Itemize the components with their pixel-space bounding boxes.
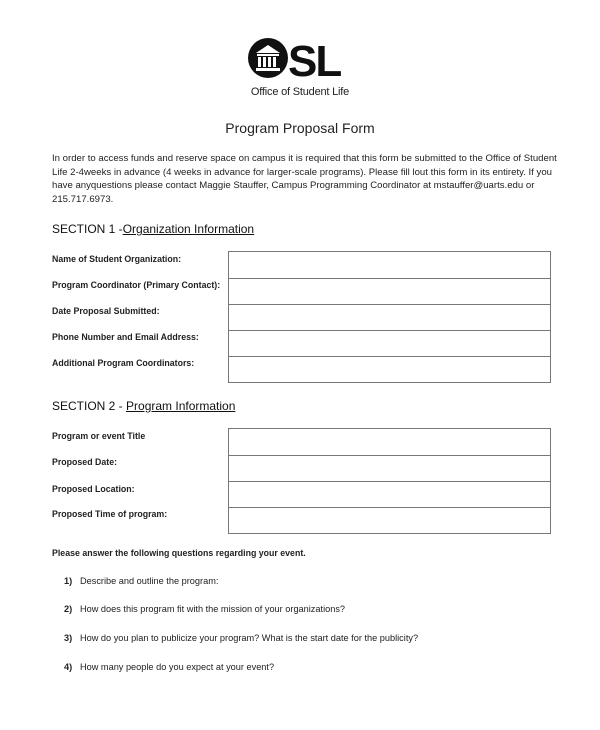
program-coordinator-field[interactable]	[229, 278, 550, 304]
label-additional-coordinators: Additional Program Coordinators:	[52, 358, 195, 368]
question-item	[64, 633, 418, 643]
label-proposed-time: Proposed Time of program:	[52, 509, 168, 519]
section-1-heading	[52, 222, 254, 236]
additional-coordinators-field[interactable]	[229, 356, 550, 382]
question-number: 2)	[64, 604, 73, 614]
proposed-location-field[interactable]	[229, 481, 550, 507]
section-1-fields-box	[228, 251, 551, 383]
question-text: How does this program fit with the mission of your organizations?	[80, 604, 346, 614]
intro-paragraph: In order to access funds and reserve space on campus it is required that this form be submitted to the Office of Student Life 2-4weeks in advance (4 weeks in advance for larger-scale programs). Please fill lout this form in its entirety. If you have anyquestions please contact Maggie Stauffer, Campus Programming Coordinator at mstauffer@uarts.edu or 215.717.6973.	[52, 153, 557, 205]
label-program-title: Program or event Title	[52, 431, 146, 441]
label-program-coordinator: Program Coordinator (Primary Contact):	[52, 280, 221, 290]
question-number: 3)	[64, 633, 73, 643]
question-item	[64, 576, 218, 586]
student-organization-field[interactable]	[229, 252, 550, 278]
question-number: 4)	[64, 662, 73, 672]
section-2-prefix: SECTION 2 -	[52, 399, 127, 413]
proposed-date-field[interactable]	[229, 455, 550, 481]
phone-email-field[interactable]	[229, 330, 550, 356]
label-proposed-location: Proposed Location:	[52, 484, 135, 494]
svg-text:SL: SL	[288, 37, 341, 86]
section-2-title: Program Information	[126, 399, 236, 413]
label-date-submitted: Date Proposal Submitted:	[52, 306, 160, 316]
question-text: Describe and outline the program:	[80, 576, 219, 586]
question-item	[64, 604, 345, 614]
osl-logo-mark	[246, 34, 354, 86]
date-submitted-field[interactable]	[229, 304, 550, 330]
page-title: Program Proposal Form	[225, 120, 375, 136]
program-title-field[interactable]	[229, 429, 550, 455]
section-2-heading	[52, 399, 235, 413]
label-student-organization: Name of Student Organization:	[52, 254, 182, 264]
section-1-title: Organization Information	[122, 222, 255, 236]
building-columns-icon	[248, 38, 288, 78]
questions-intro: Please answer the following questions regarding your event.	[52, 548, 306, 558]
section-2-fields-box	[228, 428, 551, 534]
section-1-prefix: SECTION 1 -	[52, 222, 123, 236]
label-phone-email: Phone Number and Email Address:	[52, 332, 199, 342]
osl-logo	[246, 34, 354, 108]
question-item	[64, 662, 274, 672]
proposed-time-field[interactable]	[229, 507, 550, 533]
logo-subtitle: Office of Student Life	[250, 86, 350, 98]
label-proposed-date: Proposed Date:	[52, 457, 118, 467]
question-text: How do you plan to publicize your program? What is the start date for the publicity?	[80, 633, 419, 643]
question-text: How many people do you expect at your event?	[80, 662, 275, 672]
question-number: 1)	[64, 576, 73, 586]
